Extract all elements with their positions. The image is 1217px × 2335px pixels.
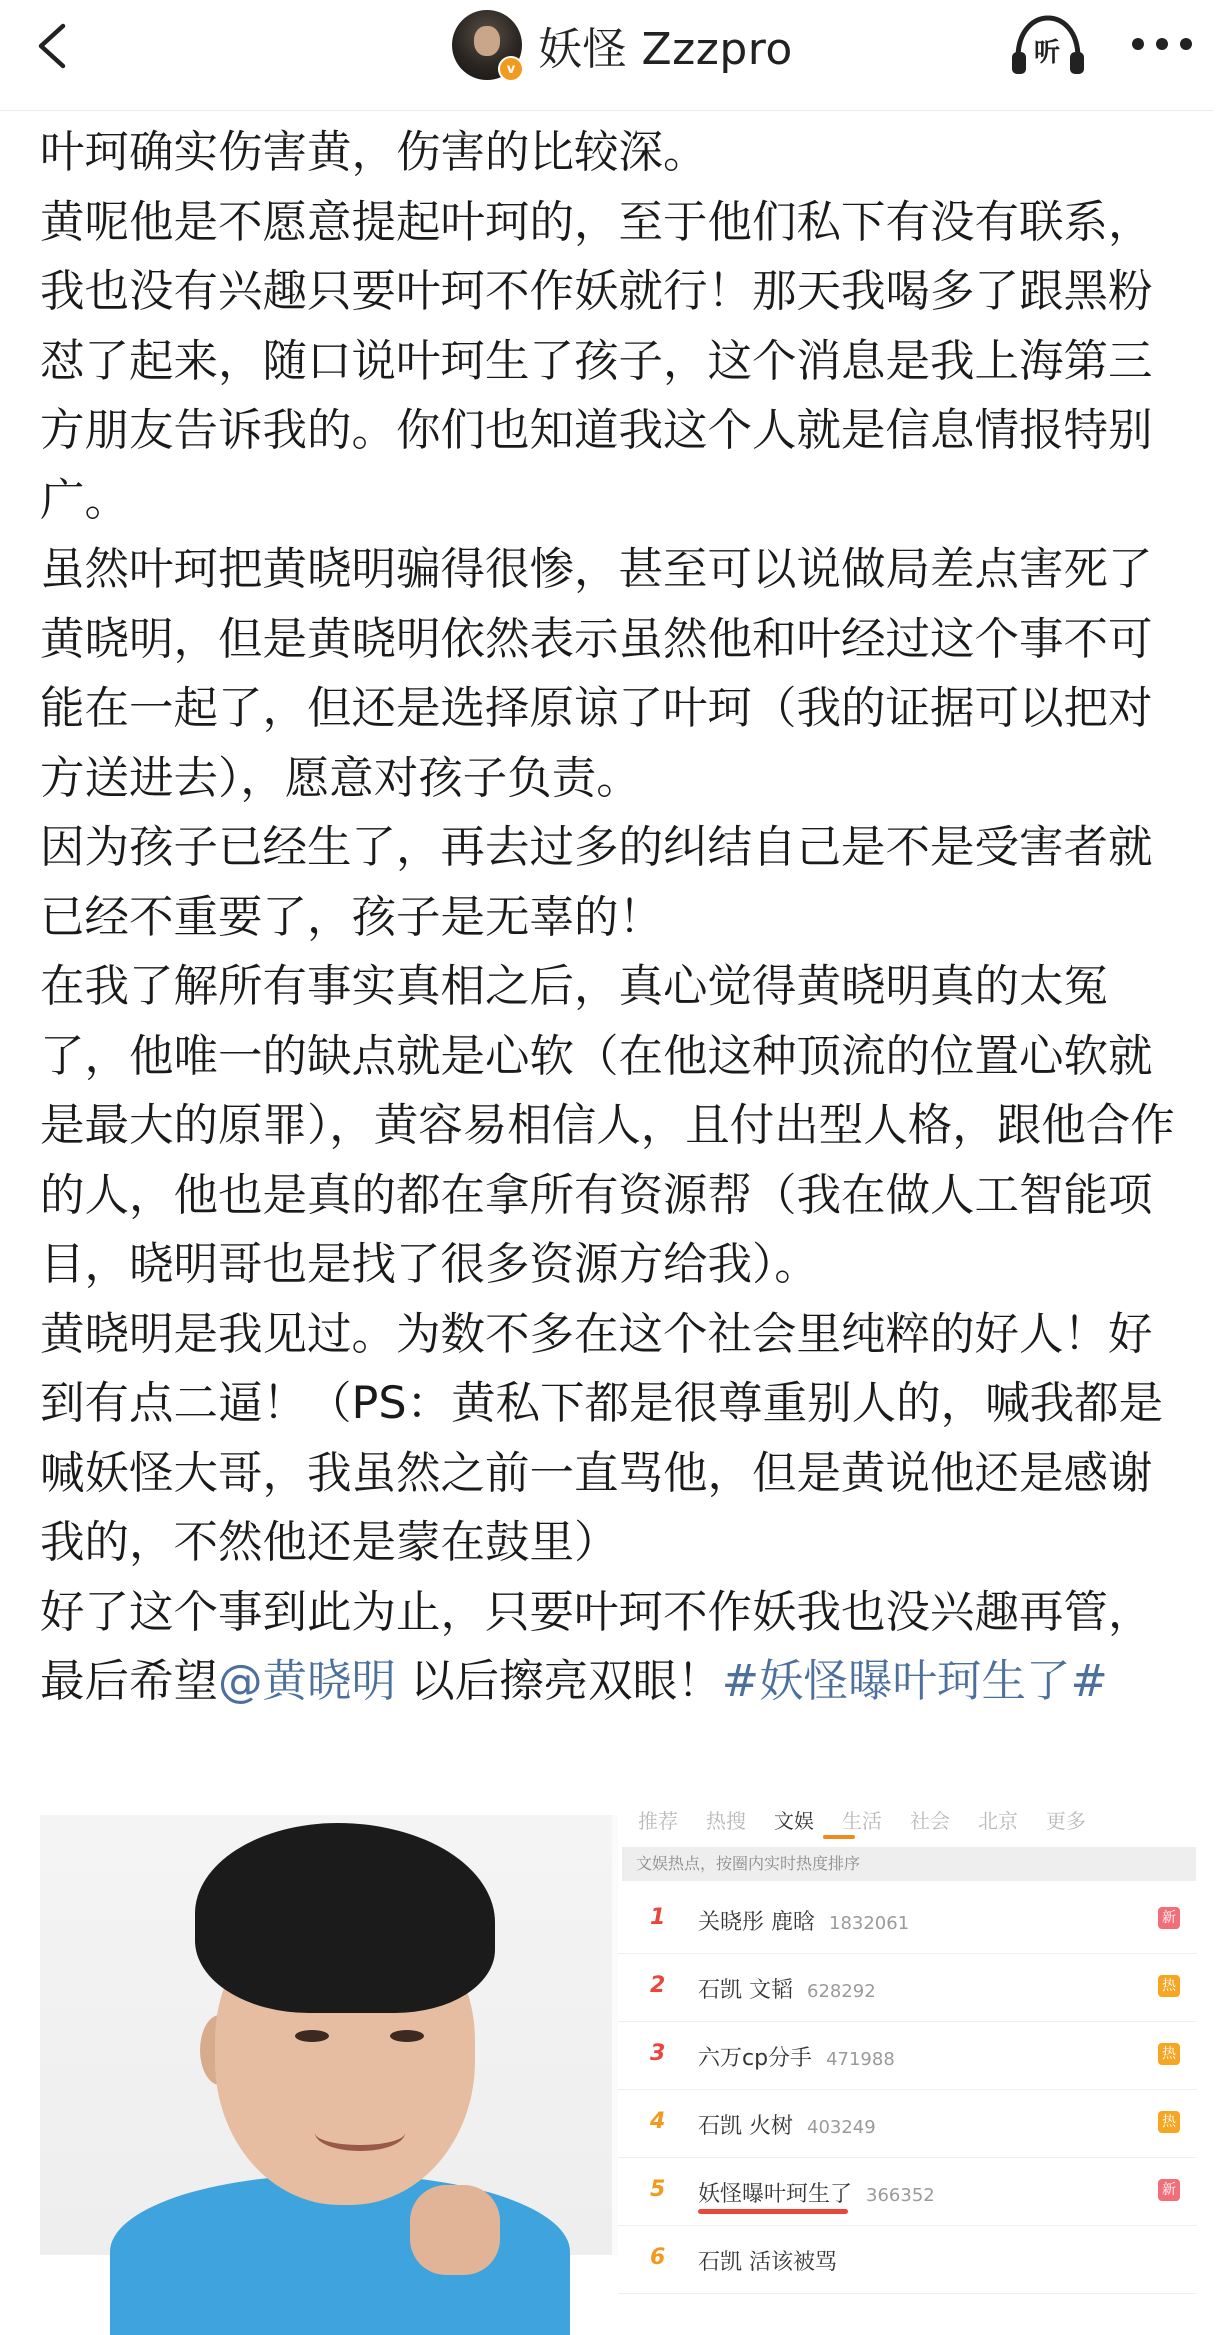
hashtag-link[interactable]: #妖怪曝叶珂生了#	[721, 1656, 1108, 1707]
rank-term: 关晓彤 鹿晗 1832061	[698, 1910, 910, 1935]
rank-term: 妖怪曝叶珂生了 366352	[698, 2182, 935, 2207]
final-text-middle: 以后擦亮双眼！	[396, 1656, 722, 1707]
post-paragraph: 虽然叶珂把黄晓明骗得很惨，甚至可以说做局差点害死了黄晓明，但是黄晓明依然表示虽然他和叶经过这个事不可能在一起了，但还是选择原谅了叶珂（我的证据可以把对方送进去），愿意对孩子负责。	[40, 544, 1153, 804]
mention-link[interactable]: @黄晓明	[218, 1656, 397, 1707]
post-paragraph: 在我了解所有事实真相之后，真心觉得黄晓明真的太冤了，他唯一的缺点就是心软（在他这种顶流的位置心软就是最大的原罪），黄容易相信人，且付出型人格，跟他合作的人，他也是真的都在拿所有资源帮（我在做人工智能项目，晓明哥也是找了很多资源方给我）。	[40, 961, 1175, 1290]
rank-number: 1	[650, 1905, 666, 1930]
avatar-face	[474, 26, 500, 56]
rank-term: 石凯 活该被骂	[698, 2250, 837, 2275]
rank-number: 2	[650, 1973, 666, 1998]
rank-tab: 热搜	[706, 1809, 746, 1833]
rank-row	[618, 1953, 1197, 2022]
rank-term: 石凯 文韬 628292	[698, 1978, 876, 2003]
avatar[interactable]	[452, 10, 522, 80]
rank-tab: 社会	[910, 1809, 950, 1833]
highlight-underline	[698, 2209, 848, 2214]
rank-number: 3	[650, 2041, 666, 2066]
rank-tabs	[618, 1809, 1217, 1839]
rank-count: 628292	[807, 1981, 876, 2002]
more-dots-icon	[1126, 22, 1198, 66]
hot-badge: 热	[1158, 2111, 1180, 2133]
rank-row	[618, 2225, 1197, 2294]
hot-badge: 热	[1158, 1975, 1180, 1997]
rank-tab: 推荐	[638, 1809, 678, 1833]
top-nav-bar	[0, 0, 1213, 111]
rank-count: 1832061	[829, 1913, 910, 1934]
photo-hair	[195, 1823, 495, 2013]
rank-count: 471988	[826, 2049, 895, 2070]
rank-term: 石凯 火树 403249	[698, 2114, 876, 2139]
listen-label: 听	[1034, 38, 1061, 68]
rank-row	[618, 1885, 1197, 1954]
final-text-prefix: 好了这个事到此为止，只要叶珂不作妖我也没兴趣再管，最后希望	[40, 1586, 1153, 1707]
rank-row	[618, 2021, 1197, 2090]
post-content	[40, 118, 1190, 1717]
rank-count: 366352	[866, 2185, 935, 2206]
rank-tab: 生活	[842, 1809, 882, 1833]
listen-button[interactable]	[1008, 12, 1088, 80]
chevron-left-icon	[35, 22, 69, 70]
more-options-button[interactable]	[1126, 22, 1198, 66]
post-paragraph: 叶珂确实伤害黄，伤害的比较深。	[40, 127, 708, 178]
rank-number: 4	[650, 2109, 666, 2134]
rank-tab: 更多	[1046, 1809, 1086, 1833]
post-paragraph-final	[40, 1578, 1190, 1717]
post-paragraph: 黄晓明是我见过。为数不多在这个社会里纯粹的好人！好到有点二逼！（PS：黄私下都是很尊重别人的，喊我都是喊妖怪大哥，我虽然之前一直骂他，但是黄说他还是感谢我的，不然他还是蒙在鼓里）	[40, 1308, 1164, 1568]
active-tab-indicator	[823, 1835, 855, 1839]
hot-badge: 热	[1158, 2043, 1180, 2065]
rank-number: 6	[650, 2245, 666, 2270]
post-paragraph: 因为孩子已经生了，再去过多的纠结自己是不是受害者就已经不重要了，孩子是无辜的！	[40, 822, 1153, 943]
new-badge: 新	[1158, 2179, 1180, 2201]
rank-tab-active: 文娱	[774, 1809, 814, 1833]
new-badge: 新	[1158, 1907, 1180, 1929]
rank-header: 文娱热点，按圈内实时热度排序	[622, 1847, 1196, 1881]
rank-row	[618, 2157, 1197, 2226]
photo-eye	[295, 2030, 329, 2042]
photo-hand	[410, 2185, 500, 2275]
post-image[interactable]	[40, 1809, 1197, 2275]
rank-row	[618, 2089, 1197, 2158]
rank-term: 六万cp分手 471988	[698, 2046, 895, 2071]
verified-badge-icon: v	[498, 56, 524, 82]
photo-eye	[390, 2030, 424, 2042]
rank-number: 5	[650, 2177, 666, 2202]
person-photo	[40, 1815, 612, 2255]
back-button[interactable]	[22, 14, 82, 78]
photo-smile	[315, 2115, 405, 2151]
rank-count: 403249	[807, 2117, 876, 2138]
author-username[interactable]: 妖怪 Zzzpro	[538, 24, 793, 75]
rank-tab: 北京	[978, 1809, 1018, 1833]
hot-search-screenshot	[618, 1809, 1197, 2275]
author-title[interactable]	[452, 8, 793, 82]
post-paragraph: 黄呢他是不愿意提起叶珂的，至于他们私下有没有联系，我也没有兴趣只要叶珂不作妖就行！那天我喝多了跟黑粉怼了起来，随口说叶珂生了孩子，这个消息是我上海第三方朋友告诉我的。你们也知道我这个人就是信息情报特别广。	[40, 196, 1153, 526]
